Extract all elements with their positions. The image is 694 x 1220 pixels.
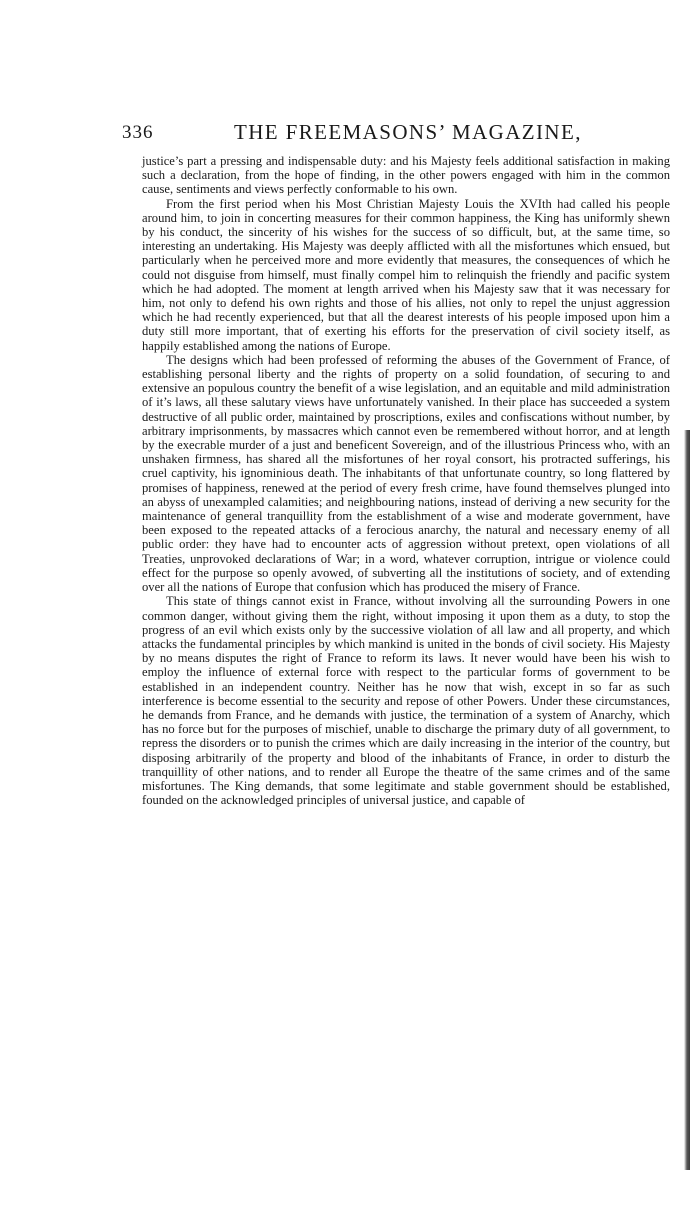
paragraph-3: The designs which had been professed of reforming the abuses of the Government of France, of establishing personal liberty and the rights of property on a solid foundation, of securing to and extensive an populous country the benefit of a wise legislation, and an equitable and mild administration of it’s laws, all these salutary views have unfortunately vanished. In their place has succeeded a system destructive of all public order, maintained by proscriptions, exiles and confiscations without number, by arbitrary imprisonments, by massacres which cannot even be remembered without horror, and at length by the execrable murder of a just and beneficent Sovereign, and of the illustrious Princess who, with an unshaken firmness, has shared all the misfortunes of her royal consort, his protracted sufferings, his cruel captivity, his ignominious death. The inhabitants of that unfortunate country, so long flattered by promises of happiness, renewed at the period of every fresh crime, have found themselves plunged into an abyss of unexampled calamities; and neighbouring nations, instead of deriving a new security for the maintenance of general tranquillity from the establishment of a wise and moderate government, have been exposed to the repeated attacks of a ferocious anarchy, the natural and necessary enemy of all public order: they have had to encounter acts of aggression without pretext, open violations of all Treaties, unprovoked declarations of War; in a word, whatever corruption, intrigue or violence could effect for the purpose so openly avowed, of subverting all the institutions of society, and of extending over all the nations of Europe that confusion which has produced the misery of France. bbox=[142, 352, 670, 595]
paragraph-4: This state of things cannot exist in France, without involving all the surrounding Powers in one common danger, without giving them the right, without imposing it upon them as a duty, to stop the progress of an evil which exists only by the successive violation of all law and all property, and which attacks the fundamental principles by which mankind is united in the bonds of civil society. His Majesty by no means disputes the right of France to reform its laws. It never would have been his wish to employ the influence of external force with respect to the particular forms of government to be established in an independent country. Neither has he now that wish, except in so far as such interference is become essential to the security and repose of other Powers. Under these circumstances, he demands from France, and he demands with justice, the termination of a system of Anarchy, which has no force but for the purposes of mischief, unable to discharge the primary duty of all government, to repress the disorders or to punish the crimes which are daily increasing in the interior of the country, but disposing arbitrarily of the property and blood of the inhabitants of France, in order to disturb the tranquillity of other nations, and to render all Europe the theatre of the same crimes and of the same misfortunes. The King demands, that some legitimate and stable government should be established, founded on the acknowledged principles of universal justice, and capable of bbox=[142, 594, 670, 808]
page-binding-edge bbox=[684, 430, 690, 1170]
running-title: THE FREEMASONS’ MAGAZINE, bbox=[234, 120, 582, 144]
paragraph-2: From the first period when his Most Christian Majesty Louis the XVIth had called his people around him, to join in concerting measures for their common happiness, the King has uniformly shewn by his conduct, the sincerity of his wishes for the success of so difficult, but, at the same time, so interesting an undertaking. His Majesty was deeply afflicted with all the misfortunes which ensued, but particularly when he perceived more and more evidently that measures, the consequences of which he could not disguise from himself, must finally compel him to relinquish the friendly and pacific system which he had adopted. The moment at length arrived when his Majesty saw that it was necessary for him, not only to defend his own rights and those of his allies, not only to repel the unjust aggression which he had recently experienced, but that all the dearest interests of his people imposed upon him a duty still more important, that of exerting his efforts for the preservation of civil society itself, as happily established among the nations of Europe. bbox=[142, 196, 670, 353]
page-number: 336 bbox=[122, 122, 154, 143]
paragraph-1: justice’s part a pressing and indispensable duty: and his Majesty feels additional satisfaction in making such a declaration, from the hope of finding, in the other powers engaged with him in the common cause, sentiments and views perfectly conformable to his own. bbox=[142, 154, 670, 197]
page-header bbox=[118, 118, 670, 148]
body-text bbox=[142, 154, 670, 807]
document-page bbox=[118, 118, 670, 807]
